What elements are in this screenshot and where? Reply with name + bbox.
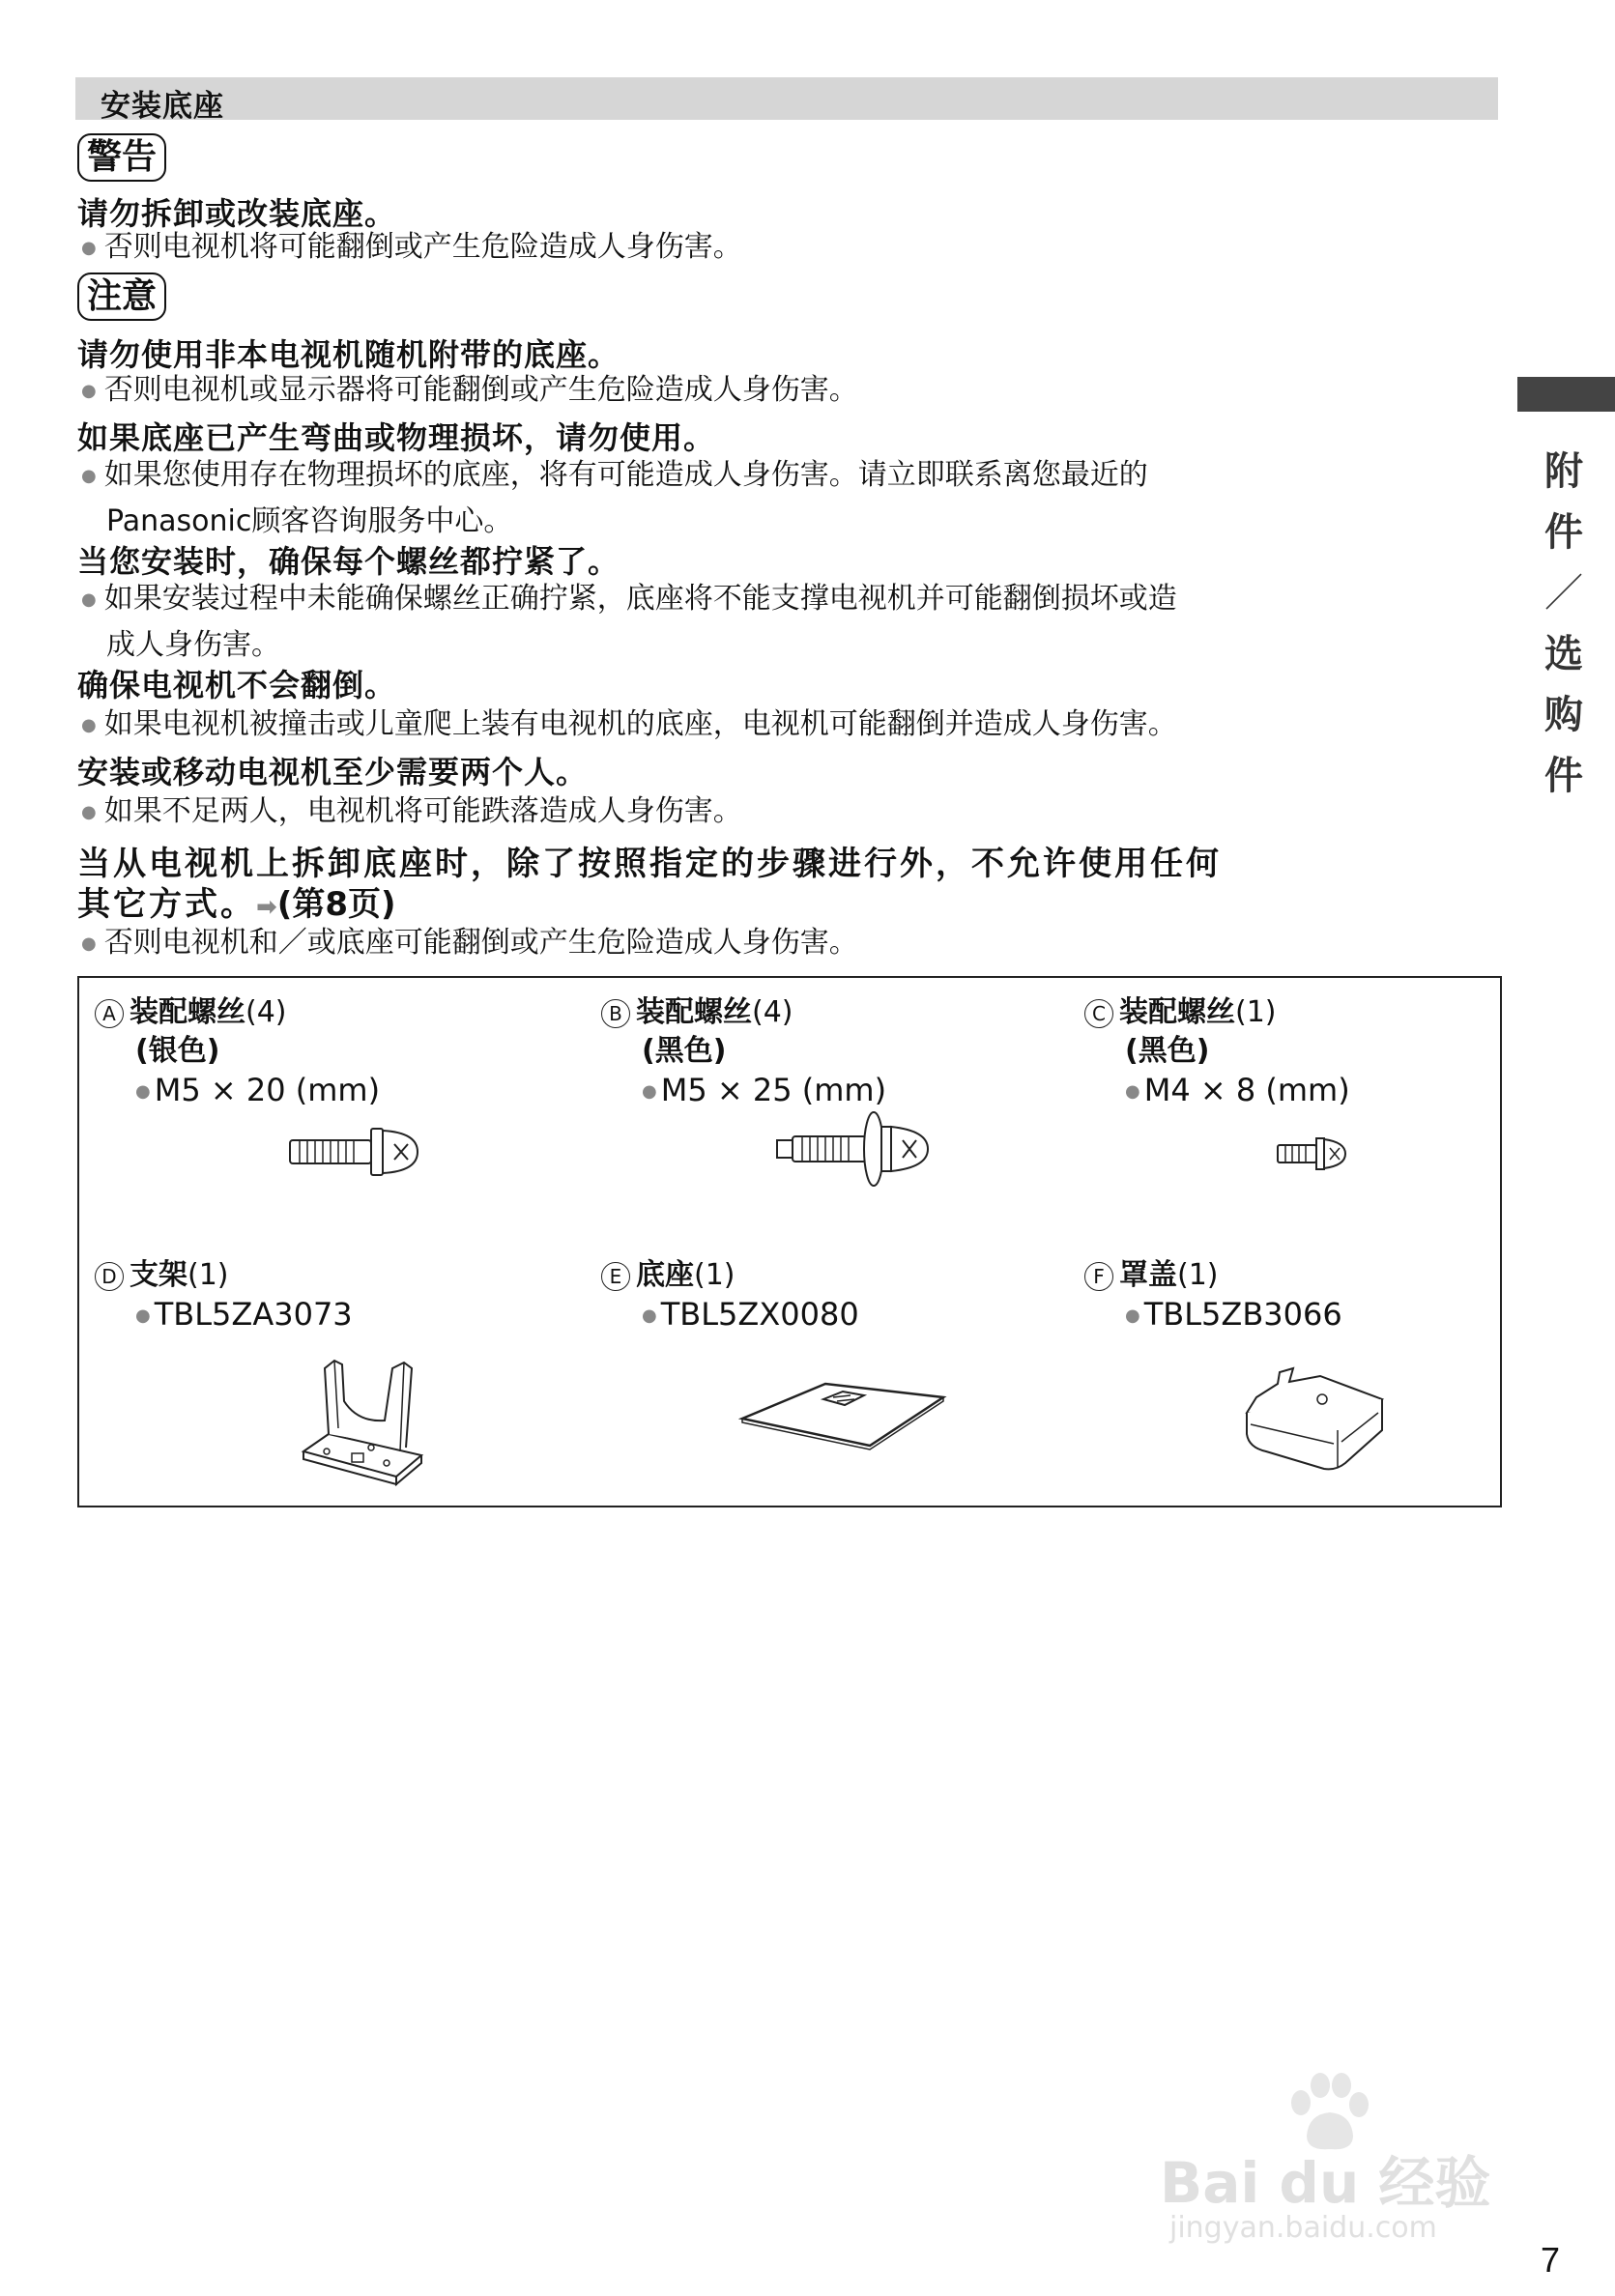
side-tab-char: 购: [1544, 693, 1583, 737]
accessory-box: [77, 976, 1502, 1507]
arrow-right-icon: ➡: [256, 893, 277, 922]
bullet-dot-icon: ●: [642, 1306, 657, 1326]
bullet-dot-icon: ●: [81, 237, 97, 258]
accessory-name: 装配螺丝: [636, 995, 752, 1029]
accessory-letter: B: [601, 999, 630, 1028]
caution-bullet: [81, 371, 858, 411]
accessory-letter: C: [1084, 999, 1113, 1028]
accessory-title: [95, 1256, 353, 1295]
bolt-flange-icon: [773, 1109, 937, 1191]
accessory-count: (1): [187, 1258, 229, 1292]
accessory-name: 支架: [130, 1258, 187, 1292]
bullet-text: 否则电视机或显示器将可能翻倒或产生危险造成人身伤害。: [103, 373, 858, 407]
accessory-title: [601, 1256, 859, 1295]
accessory-count: (4): [752, 995, 793, 1029]
accessory-title: [1084, 993, 1350, 1032]
caution-heading: 安装或移动电视机至少需要两个人。: [77, 754, 589, 790]
section-title: 安装底座: [101, 89, 224, 124]
accessory-title: [601, 993, 886, 1032]
accessory-item-a: [95, 993, 380, 1111]
bullet-text: 如果您使用存在物理损坏的底座，将有可能造成人身伤害。请立即联系离您最近的: [103, 458, 1148, 492]
bullet-dot-icon: ●: [1125, 1306, 1140, 1326]
bullet-dot-icon: ●: [642, 1081, 657, 1102]
caution-bullet: [81, 580, 1177, 619]
caution-heading: 确保电视机不会翻倒。: [77, 667, 397, 703]
warning-badge: 警告: [77, 133, 166, 182]
bullet-dot-icon: ●: [81, 933, 97, 954]
accessory-spec: [1125, 1071, 1350, 1111]
caution-bullet: [81, 456, 1148, 496]
accessory-spec-text: M4 × 8 (mm): [1143, 1072, 1350, 1108]
caution-bullet: [81, 924, 858, 963]
caution-bullet: [81, 792, 742, 832]
bullet-dot-icon: ●: [81, 714, 97, 735]
side-tab-char: 附: [1544, 449, 1583, 494]
watermark-url: jingyan.baidu.com: [1169, 2211, 1437, 2245]
page-number: 7: [1541, 2240, 1561, 2280]
accessory-item-d: [95, 1256, 353, 1335]
accessory-title: [95, 993, 380, 1032]
caution-heading-cont: 其它方式。: [77, 885, 256, 924]
side-tab-label: [1535, 441, 1593, 800]
accessory-spec-text: TBL5ZA3073: [154, 1296, 353, 1333]
bullet-dot-icon: ●: [1125, 1081, 1140, 1102]
bullet-text: 如果不足两人，电视机将可能跌落造成人身伤害。: [103, 794, 742, 828]
side-tab-char: 选: [1544, 632, 1583, 676]
accessory-name: 装配螺丝: [130, 995, 245, 1029]
accessory-letter: F: [1084, 1262, 1113, 1291]
accessory-spec: [135, 1295, 353, 1335]
accessory-spec: [1125, 1295, 1342, 1335]
page-reference-link[interactable]: (第8页): [276, 885, 396, 924]
side-tab-char: ／: [1544, 571, 1583, 616]
accessory-color: (银色): [135, 1034, 220, 1068]
bullet-text: 如果安装过程中未能确保螺丝正确拧紧，底座将不能支撑电视机并可能翻倒损坏或造: [103, 582, 1177, 616]
accessory-spec: [642, 1295, 859, 1335]
accessory-item-c: [1084, 993, 1350, 1111]
side-tab-char: 件: [1544, 510, 1583, 555]
warning-bullet: [81, 228, 742, 268]
caution-bullet: [81, 705, 1177, 745]
cover-icon: [1227, 1363, 1392, 1478]
bullet-dot-icon: ●: [135, 1306, 151, 1326]
base-plate-icon: [736, 1376, 949, 1453]
caution-heading: 当您安装时，确保每个螺丝都拧紧了。: [77, 543, 620, 580]
accessory-item-e: [601, 1256, 859, 1335]
side-tab-marker: [1517, 377, 1615, 412]
accessory-name: 底座: [636, 1258, 694, 1292]
accessory-letter: A: [95, 999, 124, 1028]
caution-badge-wrap: [77, 273, 166, 321]
accessory-count: (1): [1235, 995, 1277, 1029]
caution-badge: 注意: [77, 273, 166, 321]
accessory-spec-text: M5 × 20 (mm): [154, 1072, 381, 1108]
accessory-spec-text: TBL5ZX0080: [660, 1296, 859, 1333]
accessory-item-b: [601, 993, 886, 1111]
accessory-spec: [135, 1071, 380, 1111]
accessory-count: (1): [694, 1258, 735, 1292]
caution-heading: 请勿使用非本电视机随机附带的底座。: [77, 336, 620, 373]
bullet-text: 否则电视机和／或底座可能翻倒或产生危险造成人身伤害。: [103, 926, 858, 960]
bolt-short-icon: [1276, 1134, 1349, 1173]
accessory-name: 罩盖: [1119, 1258, 1177, 1292]
caution-heading: 如果底座已产生弯曲或物理损坏，请勿使用。: [77, 419, 716, 456]
bullet-dot-icon: ●: [81, 380, 97, 401]
side-tab-char: 件: [1544, 754, 1583, 798]
warning-badge-wrap: [77, 133, 166, 182]
accessory-count: (4): [245, 995, 287, 1029]
accessory-spec-text: TBL5ZB3066: [1143, 1296, 1342, 1333]
caution-heading-line2: [77, 877, 396, 925]
accessory-color: (黑色): [1125, 1034, 1210, 1068]
caution-heading: 当从电视机上拆卸底座时，除了按照指定的步骤进行外，不允许使用任何: [77, 845, 1222, 883]
accessory-count: (1): [1177, 1258, 1219, 1292]
accessory-letter: E: [601, 1262, 630, 1291]
accessory-letter: D: [95, 1262, 124, 1291]
accessory-title: [1084, 1256, 1342, 1295]
bolt-long-icon: [286, 1123, 421, 1181]
bracket-icon: [300, 1355, 435, 1490]
warning-heading: 请勿拆卸或改装底座。: [77, 195, 397, 232]
accessory-spec-text: M5 × 25 (mm): [660, 1072, 887, 1108]
bullet-text: 否则电视机将可能翻倒或产生危险造成人身伤害。: [103, 230, 742, 264]
accessory-spec: [642, 1071, 886, 1111]
bullet-continuation: 成人身伤害。: [106, 628, 280, 662]
bullet-dot-icon: ●: [81, 588, 97, 610]
bullet-dot-icon: ●: [81, 801, 97, 822]
bullet-dot-icon: ●: [81, 465, 97, 486]
bullet-continuation: Panasonic顾客咨询服务中心。: [106, 504, 513, 538]
bullet-text: 如果电视机被撞击或儿童爬上装有电视机的底座，电视机可能翻倒并造成人身伤害。: [103, 707, 1177, 741]
section-header-bar: [75, 77, 1498, 124]
accessory-name: 装配螺丝: [1119, 995, 1235, 1029]
bullet-dot-icon: ●: [135, 1081, 151, 1102]
accessory-color: (黑色): [642, 1034, 727, 1068]
accessory-item-f: [1084, 1256, 1342, 1335]
watermark-brand: Bai du 经验: [1160, 2150, 1491, 2216]
